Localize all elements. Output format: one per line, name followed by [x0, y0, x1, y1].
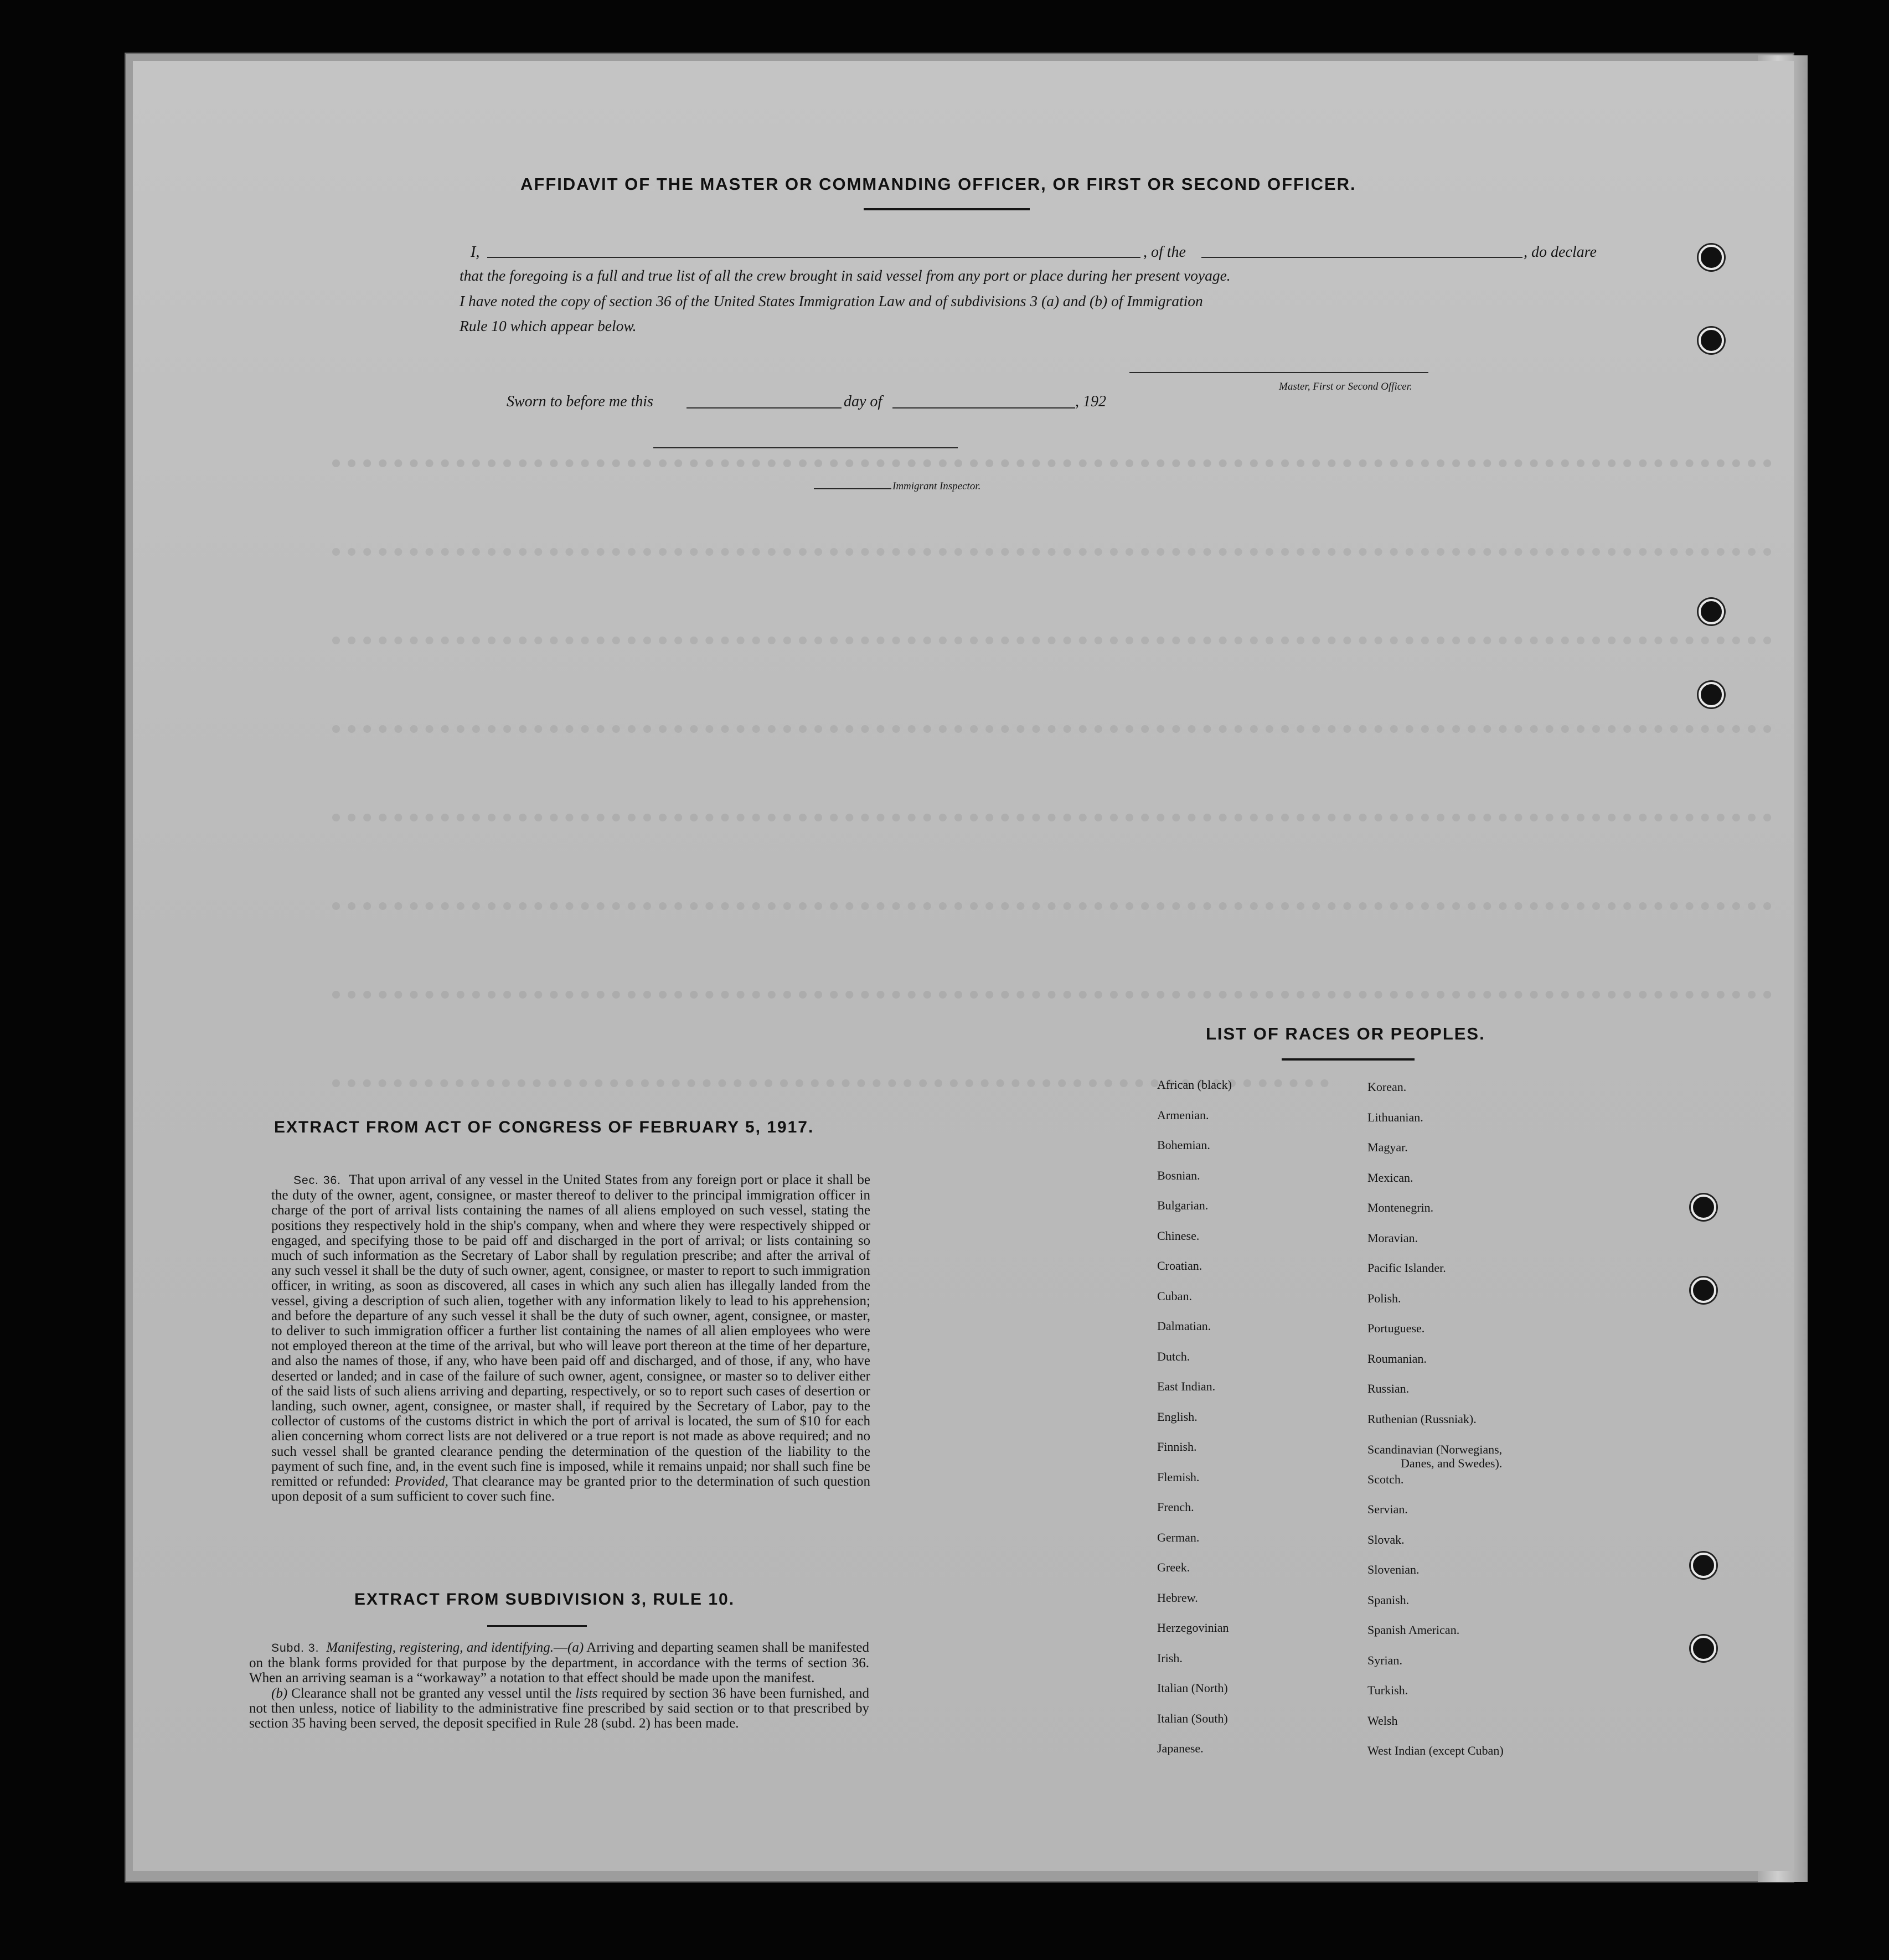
race-item: Korean.	[1367, 1080, 1407, 1094]
punch-hole	[1691, 1194, 1716, 1220]
bleed-through-row	[332, 637, 1772, 661]
rule-extract-rule	[487, 1625, 587, 1627]
signature-caption: Master, First or Second Officer.	[1279, 381, 1412, 392]
affidavit-title-rule	[864, 208, 1030, 210]
subd-a-text: Arriving and departing seamen shall be manifested on the blank forms provided for that purpose by the department, in accordance with the terms of section 36. When an arriving seaman is a “workaway” a notation to that effect should be made upon the manifest.	[249, 1640, 870, 1686]
race-item: Spanish American.	[1367, 1623, 1460, 1637]
punch-hole	[1699, 245, 1724, 270]
race-item: Dutch.	[1157, 1349, 1190, 1363]
race-item: East Indian.	[1157, 1379, 1216, 1393]
name-blank[interactable]	[487, 257, 1140, 258]
sworn-prefix: Sworn to before me this	[507, 393, 653, 410]
bleed-through-row	[332, 459, 1772, 484]
race-item: Scotch.	[1367, 1472, 1404, 1486]
rule-10-text: Subd. 3. Manifesting, registering, and identifying.—(a) Arriving and departing seamen shall be manifested on the blank forms provided for that purpose by the department, in accordance with the terms of section 36. When an arriving seaman is a “workaway” a notation to that effect should be made upon the manifest. (b) Clearance shall not be granted any vessel until the lists required by section 36 have been furnished, and not then unless, notice of liability to the administrative fine prescribed by said section or to that prescribed by section 35 having been served, the deposit specified in Rule 28 (subd. 2) has been made.	[249, 1640, 870, 1731]
races-title-rule	[1282, 1058, 1415, 1061]
race-item: Portuguese.	[1367, 1321, 1425, 1335]
race-item: Japanese.	[1157, 1741, 1204, 1755]
race-item: Slovenian.	[1367, 1563, 1420, 1576]
sworn-month-blank[interactable]	[892, 407, 1075, 408]
races-left-column	[1157, 1078, 1232, 1772]
race-item: Herzegovinian	[1157, 1621, 1229, 1635]
race-item: African (black)	[1157, 1078, 1232, 1092]
section-36-body-1: That upon arrival of any vessel in the United States from any foreign port or place it shall be the duty of the owner, agent, consignee, or master thereof to deliver to the principal immigration officer in charge of the port of arrival lists containing the names of all aliens employed on such vessel, stating the positions they respectively hold in the ship's company, when and where they were respectively shipped or engaged, and specifying those to be paid off and discharged in the port of arrival; or lists containing so much of such information as the Secretary of Labor shall by regulation prescribe; and after the arrival of any such vessel it shall be the duty of such owner, agent, consignee, or master to report to such immigration officer, in writing, as soon as discovered, all cases in which any such alien has illegally landed from the vessel, giving a description of such alien, together with any information likely to lead to his apprehension; and before the departure of any such vessel it shall be the duty of such owner, agent, consignee, or master, to deliver to such immigration officer a further list containing the names of all alien employees who were not employed thereon at the time of the arrival, but who will leave port thereon at the time of her departure, and also the names of those, if any, who have been paid off and discharged, and of those, if any, who have deserted or landed; and in case of the failure of such owner, agent, consignee, or master so to deliver either of the said lists of such aliens arriving and departing, respectively, or so to report such cases of desertion or landing, such owner, agent, consignee, or master shall, if required by the Secretary of Labor, pay to the collector of customs of the customs district in which the port of arrival is located, the sum of $10 for each alien concerning whom correct lists are not delivered or a true report is not made as above required; and no such vessel shall be granted clearance pending the determination of the question of the liability to the payment of such fine, and, in the event such fine is imposed, while it remains unpaid; nor shall such fine be remitted or refunded:	[271, 1172, 870, 1490]
race-item: Finnish.	[1157, 1440, 1197, 1454]
race-item: Flemish.	[1157, 1470, 1200, 1484]
race-item: Irish.	[1157, 1651, 1183, 1665]
inspector-signature-line[interactable]	[653, 447, 958, 448]
race-item: Italian (North)	[1157, 1681, 1228, 1695]
punch-hole	[1691, 1278, 1716, 1303]
race-item: Cuban.	[1157, 1289, 1192, 1303]
subd-a-label: (a)	[567, 1640, 584, 1655]
bleed-through-row	[332, 725, 1772, 749]
subd-heading: Manifesting, registering, and identifying.	[326, 1640, 554, 1655]
affidavit-statement-2: I have noted the copy of section 36 of the United States Immigration Law and of subdivisions 3 (a) and (b) of Immigration	[460, 292, 1203, 309]
subd-b-lists: lists	[575, 1685, 598, 1701]
affidavit-statement-3: Rule 10 which appear below.	[460, 317, 637, 334]
subd-label: Subd. 3.	[271, 1642, 319, 1654]
race-item: Lithuanian.	[1367, 1110, 1423, 1124]
race-item: Turkish.	[1367, 1683, 1408, 1697]
race-item: Bulgarian.	[1157, 1198, 1209, 1212]
race-item: German.	[1157, 1530, 1200, 1544]
race-item: Slovak.	[1367, 1532, 1405, 1547]
race-item: Spanish.	[1367, 1592, 1410, 1607]
race-item: Mexican.	[1367, 1170, 1413, 1185]
section-36-text	[271, 1172, 870, 1504]
race-item: Russian.	[1367, 1382, 1410, 1395]
subd-b-text-2: required by section 36 have been furnished, and not then unless, notice of liability to the administrative fine prescribed by said section or to that prescribed by section 35 having been served, the deposit specified in Rule 28 (subd. 2) has been made.	[249, 1685, 870, 1731]
race-item: Dalmatian.	[1157, 1319, 1211, 1333]
document-page	[133, 61, 1794, 1871]
section-36-label: Sec. 36.	[293, 1174, 342, 1187]
race-item: Welsh	[1367, 1713, 1398, 1728]
section-36-body-2: That clearance may be granted prior to the determination of such question upon deposit of a sum sufficient to cover such fine.	[271, 1474, 870, 1504]
affidavit-do-declare: , do declare	[1524, 244, 1597, 261]
bleed-through-row	[332, 814, 1772, 838]
sworn-year: , 192	[1075, 393, 1106, 410]
bleed-through-row	[332, 902, 1772, 927]
subd-b-label: (b)	[271, 1685, 288, 1701]
race-item: French.	[1157, 1500, 1194, 1514]
affidavit-statement-1: that the foregoing is a full and true list of all the crew brought in said vessel from any port or place during her present voyage.	[460, 267, 1231, 284]
punch-hole	[1699, 328, 1724, 353]
sworn-date-blank[interactable]	[687, 407, 842, 408]
race-item: Ruthenian (Russniak).	[1367, 1411, 1477, 1426]
inspector-caption: Immigrant Inspector.	[892, 480, 981, 492]
race-item: Montenegrin.	[1367, 1201, 1434, 1214]
races-right-column	[1367, 1080, 1504, 1775]
bleed-through-row	[332, 991, 1772, 1015]
rule-extract-title: EXTRACT FROM SUBDIVISION 3, RULE 10.	[354, 1590, 735, 1609]
act-extract-title: EXTRACT FROM ACT OF CONGRESS OF FEBRUARY 5, 1917.	[274, 1118, 814, 1136]
race-item: Bohemian.	[1157, 1138, 1210, 1152]
sworn-day-of: day of	[844, 393, 882, 410]
race-item: Syrian.	[1367, 1653, 1402, 1667]
race-item: Greek.	[1157, 1560, 1190, 1574]
race-item: Roumanian.	[1367, 1351, 1427, 1366]
race-item: Pacific Islander.	[1367, 1261, 1446, 1275]
race-item: Chinese.	[1157, 1228, 1200, 1243]
race-item: Moravian.	[1367, 1230, 1418, 1245]
punch-hole	[1699, 682, 1724, 707]
race-item: West Indian (except Cuban)	[1367, 1744, 1504, 1757]
race-item-line: Scandinavian (Norwegians,	[1367, 1442, 1503, 1456]
signature-line[interactable]	[1129, 372, 1428, 373]
race-item: Hebrew.	[1157, 1590, 1198, 1605]
affidavit-i: I,	[471, 244, 480, 261]
punch-hole	[1691, 1636, 1716, 1661]
race-item-scandinavian	[1367, 1442, 1504, 1473]
affidavit-title: AFFIDAVIT OF THE MASTER OR COMMANDING OFFICER, OR FIRST OR SECOND OFFICER.	[520, 174, 1356, 194]
inspector-short-line	[814, 488, 891, 489]
bleed-through-row	[332, 548, 1772, 572]
provided-word: Provided,	[394, 1474, 448, 1490]
race-item: Armenian.	[1157, 1108, 1209, 1122]
race-item: Servian.	[1367, 1502, 1408, 1516]
affidavit-of-the: , of the	[1143, 244, 1186, 261]
subd-b-text-1: Clearance shall not be granted any vessel until the	[291, 1685, 572, 1701]
race-item: English.	[1157, 1409, 1198, 1424]
races-title: LIST OF RACES OR PEOPLES.	[1206, 1024, 1485, 1043]
race-item: Italian (South)	[1157, 1711, 1228, 1725]
punch-hole	[1691, 1553, 1716, 1578]
race-item: Polish.	[1367, 1291, 1401, 1305]
race-item: Magyar.	[1367, 1140, 1408, 1154]
vessel-blank[interactable]	[1201, 257, 1522, 258]
race-item: Croatian.	[1157, 1259, 1202, 1273]
punch-hole	[1699, 599, 1724, 624]
race-item-line: Danes, and Swedes).	[1401, 1456, 1503, 1470]
race-item: Bosnian.	[1157, 1168, 1200, 1182]
